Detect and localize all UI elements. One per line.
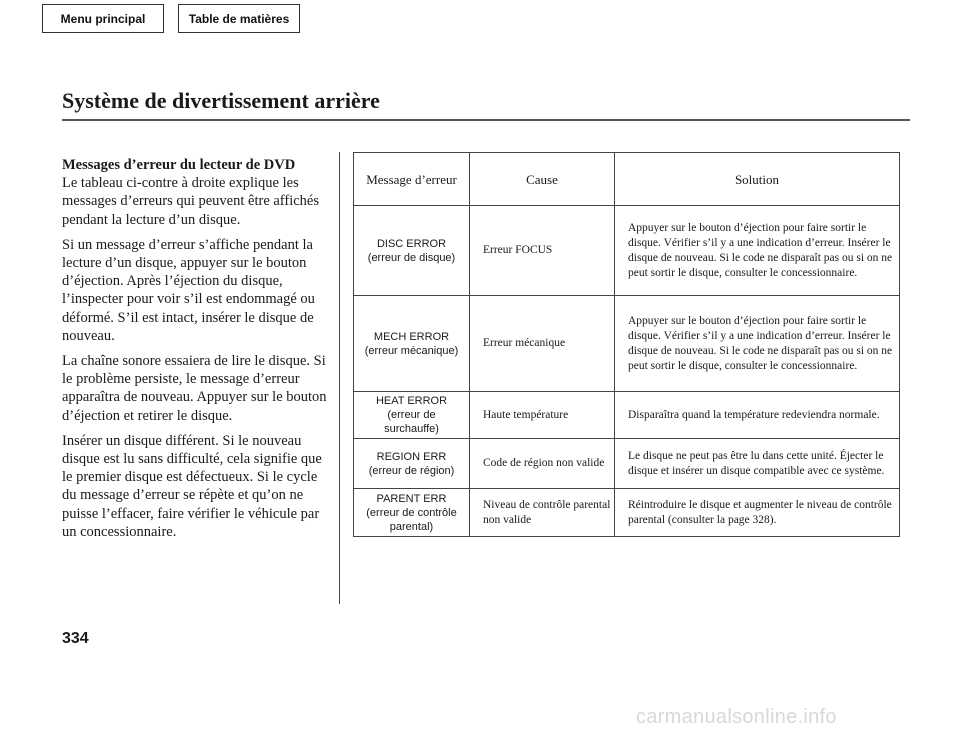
cause-cell: Erreur FOCUS (470, 206, 615, 296)
error-message-cell: HEAT ERROR (erreur de surchauffe) (354, 392, 470, 439)
solution-cell: Appuyer sur le bouton d’éjection pour faire sortir le disque. Vérifier s’il y a une indication d’erreur. Insérer le disque de nouveau. Si le code ne disparaît pas ou si on ne peut sortir le disque, consulter le concessionnaire. (615, 296, 900, 392)
solution-cell: Le disque ne peut pas être lu dans cette unité. Éjecter le disque et insérer un disque compatible avec ce système. (615, 439, 900, 489)
main-menu-button[interactable]: Menu principal (42, 4, 164, 33)
table-row (354, 439, 900, 489)
header-message: Message d’erreur (354, 153, 470, 206)
different-disc-paragraph: Insérer un disque différent. Si le nouveau disque est lu sans difficulté, cela signifie que le premier disque est défectueux. Si le cycle du message d’erreur se répète et qu’on ne puisse l’effacer, faire vérifier le véhicule par un concessionnaire. (62, 432, 322, 540)
error-message-cell: DISC ERROR (erreur de disque) (354, 206, 470, 296)
cause-cell: Erreur mécanique (470, 296, 615, 392)
header-cause: Cause (470, 153, 615, 206)
cause-cell: Code de région non valide (470, 439, 615, 489)
page-number: 334 (62, 630, 89, 647)
page-title: Système de divertissement arrière (62, 88, 380, 113)
error-message-cell: REGION ERR (erreur de région) (354, 439, 470, 489)
solution-cell: Réintroduire le disque et augmenter le niveau de contrôle parental (consulter la page 328). (615, 489, 900, 537)
table-row (354, 392, 900, 439)
intro-section (62, 156, 332, 548)
title-divider (62, 119, 910, 121)
table-row (354, 206, 900, 296)
instruction-paragraph: Si un message d’erreur s’affiche pendant la lecture d’un disque, appuyer sur le bouton d’éjection. Après l’éjection du disque, l’inspecter pour voir s’il est endommagé ou déformé. S’il est intact, insérer le disque de nouveau. (62, 236, 315, 344)
table-header-row (354, 153, 900, 206)
table-row (354, 296, 900, 392)
cause-cell: Haute température (470, 392, 615, 439)
solution-cell: Disparaîtra quand la température redeviendra normale. (615, 392, 900, 439)
intro-paragraph: Le tableau ci-contre à droite explique les messages d’erreurs qui peuvent être affichés pendant la lecture d’un disque. (62, 175, 319, 228)
watermark: carmanualsonline.info (636, 706, 837, 728)
retry-paragraph: La chaîne sonore essaiera de lire le disque. Si le problème persiste, le message d’erreur apparaîtra de nouveau. Appuyer sur le bouton d’éjection et retirer le disque. (62, 353, 327, 424)
table-of-contents-button[interactable]: Table de matières (178, 4, 300, 33)
section-heading: Messages d’erreur du lecteur de DVD (62, 157, 296, 173)
cause-cell: Niveau de contrôle parental non valide (470, 489, 615, 537)
error-message-table (353, 152, 900, 537)
column-divider (339, 152, 340, 604)
error-message-cell: MECH ERROR (erreur mécanique) (354, 296, 470, 392)
error-message-cell: PARENT ERR (erreur de contrôle parental) (354, 489, 470, 537)
header-solution: Solution (615, 153, 900, 206)
solution-cell: Appuyer sur le bouton d’éjection pour faire sortir le disque. Vérifier s’il y a une indication d’erreur. Insérer le disque de nouveau. Si le code ne disparaît pas ou si on ne peut sortir le disque, consulter le concessionnaire. (615, 206, 900, 296)
table-row (354, 489, 900, 537)
